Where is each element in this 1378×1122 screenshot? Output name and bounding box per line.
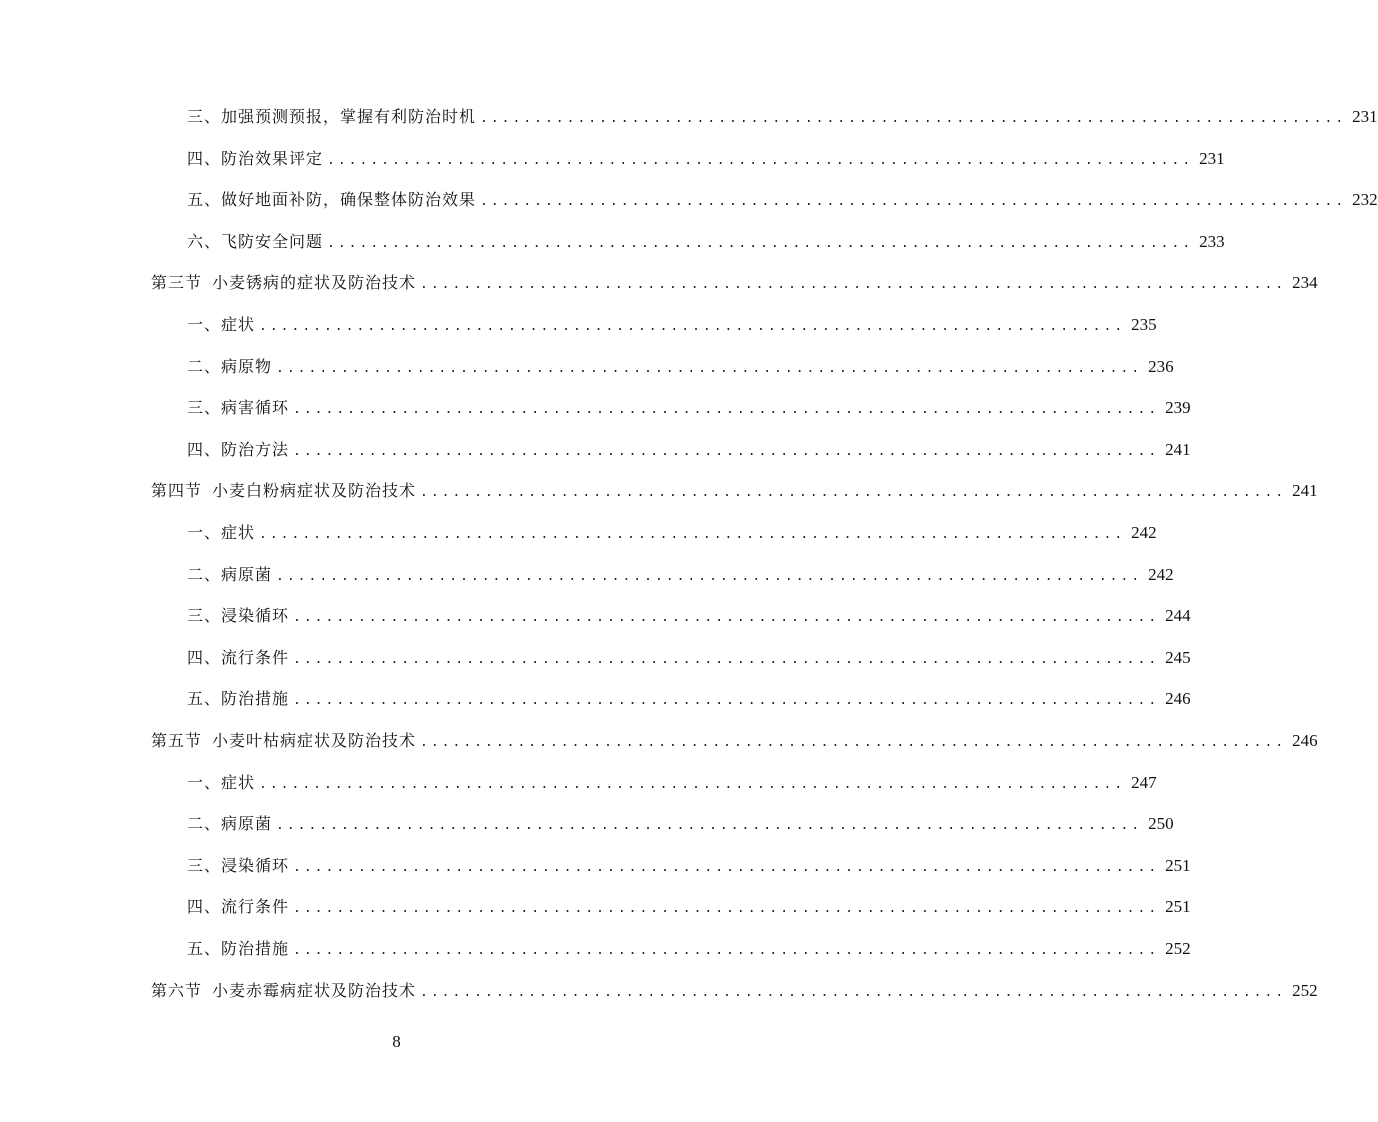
toc-entry[interactable] <box>187 892 1191 922</box>
toc-section-entry[interactable] <box>151 268 1318 298</box>
toc-entry-title <box>151 726 416 756</box>
toc-entry-title <box>151 268 416 298</box>
toc-page-number: 251 <box>1165 897 1191 917</box>
toc-entry-text: 三、浸染循环 <box>187 855 290 875</box>
page-number: 8 <box>392 1032 401 1051</box>
toc-entry[interactable] <box>187 518 1157 548</box>
toc-page-number: 252 <box>1292 980 1318 1000</box>
toc-entry-text: 五、做好地面补防，确保整体防治效果 <box>187 190 477 210</box>
toc-entry-title <box>187 768 255 798</box>
toc-dot-leader: ................................................................................ <box>420 277 1287 293</box>
toc-page-number: 241 <box>1292 481 1318 501</box>
toc-entry-title <box>187 560 272 590</box>
toc-entry-text: 二、病原菌 <box>187 564 273 584</box>
toc-dot-leader: ................................................................................ <box>420 485 1287 501</box>
toc-entry[interactable] <box>187 352 1174 382</box>
toc-entry-text: 小麦锈病的症状及防治技术 <box>212 273 417 293</box>
toc-entry-text: 小麦叶枯病症状及防治技术 <box>212 731 417 750</box>
toc-entry-title <box>187 102 476 132</box>
toc-entry-title <box>187 185 476 215</box>
toc-page-number: 250 <box>1148 814 1174 834</box>
toc-section-number: 第四节 <box>151 481 203 501</box>
toc-page-number: 234 <box>1292 273 1318 293</box>
toc-entry-title <box>187 435 289 465</box>
toc-dot-leader: ................................................................................ <box>293 693 1160 709</box>
toc-entry[interactable] <box>187 560 1174 590</box>
toc-entry-title <box>187 352 272 382</box>
toc-dot-leader: ................................................................................ <box>293 859 1160 875</box>
toc-entry-text: 五、防治措施 <box>187 939 290 958</box>
toc-entry-title <box>187 851 289 881</box>
toc-page-number: 246 <box>1292 731 1318 750</box>
toc-entry-text: 一、症状 <box>187 772 256 792</box>
toc-entry[interactable] <box>187 809 1174 839</box>
toc-entry-text: 二、病原物 <box>187 356 273 376</box>
toc-entry-text: 小麦白粉病症状及防治技术 <box>212 481 417 501</box>
toc-dot-leader: ................................................................................ <box>259 319 1126 334</box>
toc-entry[interactable] <box>187 934 1191 964</box>
toc-page-number: 235 <box>1131 315 1157 334</box>
toc-dot-leader: ................................................................................ <box>327 235 1194 251</box>
toc-entry-title <box>187 144 323 174</box>
toc-section-entry[interactable] <box>151 976 1318 1006</box>
toc-dot-leader: ................................................................................ <box>293 610 1160 626</box>
toc-page-number: 247 <box>1131 772 1157 792</box>
toc-page-number: 252 <box>1165 939 1191 958</box>
toc-entry-title <box>151 476 416 506</box>
toc-entry[interactable] <box>187 185 1378 215</box>
toc-entry-title <box>187 310 255 340</box>
toc-dot-leader: ................................................................................ <box>293 651 1160 667</box>
toc-page-number: 245 <box>1165 647 1191 667</box>
toc-entry[interactable] <box>187 684 1191 714</box>
toc-entry-title <box>187 809 272 839</box>
toc-entry-title <box>151 976 416 1006</box>
toc-entry-title <box>187 934 289 964</box>
toc-entry[interactable] <box>187 144 1225 174</box>
toc-dot-leader: ................................................................................ <box>420 984 1287 1000</box>
toc-dot-leader: ................................................................................ <box>420 735 1287 750</box>
toc-page-number: 232 <box>1352 190 1378 210</box>
toc-entry-title <box>187 518 255 548</box>
toc-entry-text: 五、防治措施 <box>187 689 290 709</box>
toc-dot-leader: ................................................................................ <box>293 402 1160 418</box>
toc-section-number: 第五节 <box>151 731 203 750</box>
toc-entry[interactable] <box>187 102 1378 132</box>
toc-entry[interactable] <box>187 393 1191 423</box>
toc-page-number: 242 <box>1131 523 1157 542</box>
toc-entry-text: 三、加强预测预报，掌握有利防治时机 <box>187 107 477 126</box>
toc-page-number: 246 <box>1165 689 1191 709</box>
toc-entry-text: 一、症状 <box>187 523 256 542</box>
toc-section-entry[interactable] <box>151 476 1318 506</box>
toc-entry-text: 三、病害循环 <box>187 398 290 418</box>
toc-page-number: 231 <box>1199 148 1225 168</box>
toc-page-number: 236 <box>1148 356 1174 376</box>
toc-entry-text: 四、流行条件 <box>187 647 290 667</box>
toc-entry-text: 四、流行条件 <box>187 897 290 917</box>
toc-entry[interactable] <box>187 768 1157 798</box>
toc-page-number: 233 <box>1199 231 1225 251</box>
toc-entry-text: 一、症状 <box>187 315 256 334</box>
toc-entry[interactable] <box>187 227 1225 257</box>
toc-dot-leader: ................................................................................ <box>276 568 1143 584</box>
toc-dot-leader: ................................................................................ <box>276 818 1143 834</box>
toc-dot-leader: ................................................................................ <box>259 776 1126 792</box>
toc-section-number: 第三节 <box>151 273 203 293</box>
toc-entry-text: 三、浸染循环 <box>187 606 290 626</box>
toc-entry-title <box>187 227 323 257</box>
toc-dot-leader: ................................................................................ <box>293 943 1160 958</box>
toc-dot-leader: ................................................................................ <box>480 194 1347 210</box>
toc-page-number: 239 <box>1165 398 1191 418</box>
toc-page-number: 244 <box>1165 606 1191 626</box>
toc-dot-leader: ................................................................................ <box>276 360 1143 376</box>
toc-entry[interactable] <box>187 601 1191 631</box>
toc-dot-leader: ................................................................................ <box>327 152 1194 168</box>
toc-entry-title <box>187 393 289 423</box>
toc-entry-text: 小麦赤霉病症状及防治技术 <box>212 980 417 1000</box>
toc-entry-title <box>187 643 289 673</box>
toc-entry[interactable] <box>187 435 1191 465</box>
toc-dot-leader: ................................................................................ <box>293 443 1160 459</box>
toc-page-number: 251 <box>1165 855 1191 875</box>
toc-page-number: 231 <box>1352 107 1378 126</box>
toc-entry-title <box>187 684 289 714</box>
toc-entry[interactable] <box>187 310 1157 340</box>
toc-section-number: 第六节 <box>151 980 203 1000</box>
toc-page-number: 242 <box>1148 564 1174 584</box>
toc-section-entry[interactable] <box>151 726 1318 756</box>
toc-entry-text: 四、防治方法 <box>187 439 290 459</box>
toc-dot-leader: ................................................................................ <box>480 111 1347 126</box>
toc-entry-title <box>187 601 289 631</box>
toc-entry-text: 二、病原菌 <box>187 814 273 834</box>
toc-entry-text: 六、飞防安全问题 <box>187 231 324 251</box>
toc-entry[interactable] <box>187 851 1191 881</box>
toc-entry-text: 四、防治效果评定 <box>187 148 324 168</box>
toc-entry-title <box>187 892 289 922</box>
toc-page-number: 241 <box>1165 439 1191 459</box>
toc-dot-leader: ................................................................................ <box>293 901 1160 917</box>
toc-entry[interactable] <box>187 643 1191 673</box>
toc-dot-leader: ................................................................................ <box>259 527 1126 542</box>
